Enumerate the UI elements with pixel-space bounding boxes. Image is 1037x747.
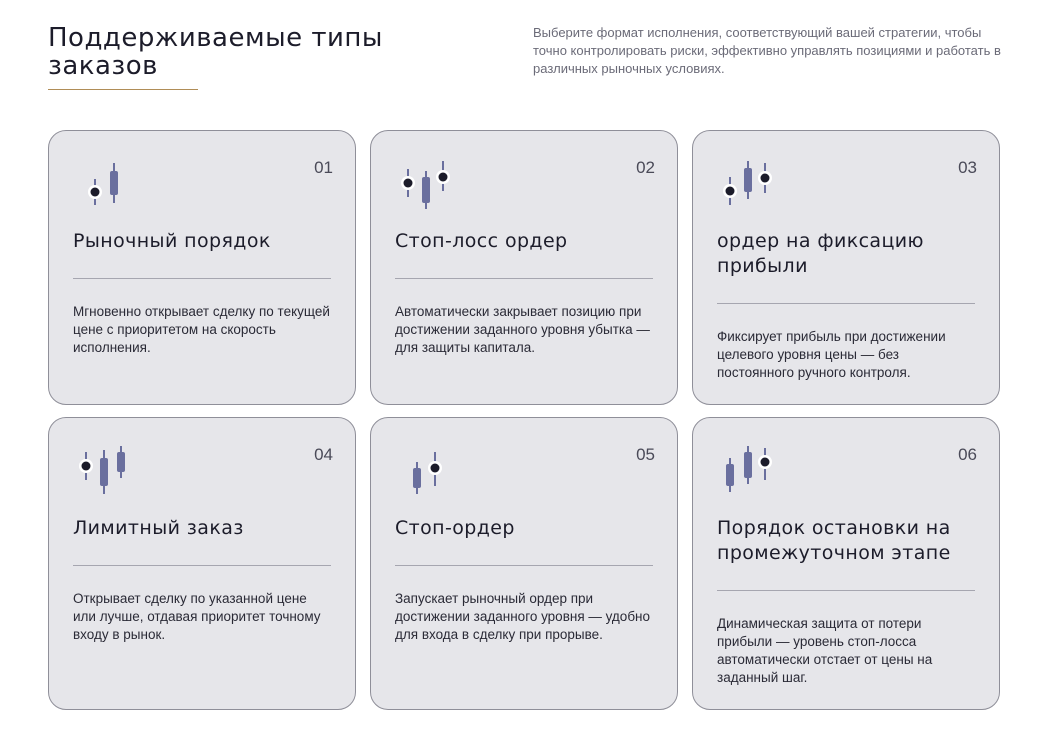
candles-limit-icon <box>73 446 153 496</box>
candles-trailing-stop-icon <box>717 446 797 496</box>
order-card-stop-order[interactable] <box>370 417 678 710</box>
page-title: Поддерживаемые типы заказов <box>48 23 383 81</box>
order-card-take-profit[interactable] <box>692 130 1000 405</box>
card-description: Открывает сделку по указанной цене или лучше, отдавая приоритет точному входу в рынок. <box>73 591 321 642</box>
card-number: 01 <box>314 158 333 177</box>
card-number: 05 <box>636 445 655 464</box>
card-title: Стоп-лосс ордер <box>395 230 568 252</box>
card-title: Стоп-ордер <box>395 517 515 539</box>
candles-market-icon <box>73 159 153 209</box>
candles-take-profit-icon <box>717 159 797 209</box>
card-title: Порядок остановки на промежуточном этапе <box>717 517 951 564</box>
card-divider <box>395 565 653 566</box>
card-divider <box>717 590 975 591</box>
card-title: Рыночный порядок <box>73 230 271 252</box>
card-title: ордер на фиксацию прибыли <box>717 230 924 277</box>
card-number: 04 <box>314 445 333 464</box>
candles-stop-loss-icon <box>395 159 475 209</box>
order-card-stop-loss[interactable] <box>370 130 678 405</box>
card-description: Автоматически закрывает позицию при достижении заданного уровня убытка — для защиты капитала. <box>395 304 650 355</box>
order-card-limit[interactable] <box>48 417 356 710</box>
card-divider <box>73 278 331 279</box>
card-description: Динамическая защита от потери прибыли — уровень стоп-лосса автоматически отстает от цены на заданный шаг. <box>717 616 933 685</box>
order-types-grid <box>48 130 1000 710</box>
card-description: Запускает рыночный ордер при достижении заданного уровня — удобно для входа в сделку при прорыве. <box>395 591 651 642</box>
card-number: 06 <box>958 445 977 464</box>
card-description: Фиксирует прибыль при достижении целевого уровня цены — без постоянного ручного контроля. <box>717 329 946 380</box>
card-divider <box>717 303 975 304</box>
order-card-market[interactable] <box>48 130 356 405</box>
intro-text: Выберите формат исполнения, соответствующий вашей стратегии, чтобы точно контролировать риски, эффективно управлять позициями и работать в различных рыночных условиях. <box>533 25 1001 76</box>
title-underline <box>48 89 198 90</box>
card-description: Мгновенно открывает сделку по текущей цене с приоритетом на скорость исполнения. <box>73 304 330 355</box>
card-divider <box>395 278 653 279</box>
card-number: 02 <box>636 158 655 177</box>
card-number: 03 <box>958 158 977 177</box>
order-card-trailing-stop[interactable] <box>692 417 1000 710</box>
card-divider <box>73 565 331 566</box>
card-title: Лимитный заказ <box>73 517 244 539</box>
candles-stop-order-icon <box>395 446 475 496</box>
